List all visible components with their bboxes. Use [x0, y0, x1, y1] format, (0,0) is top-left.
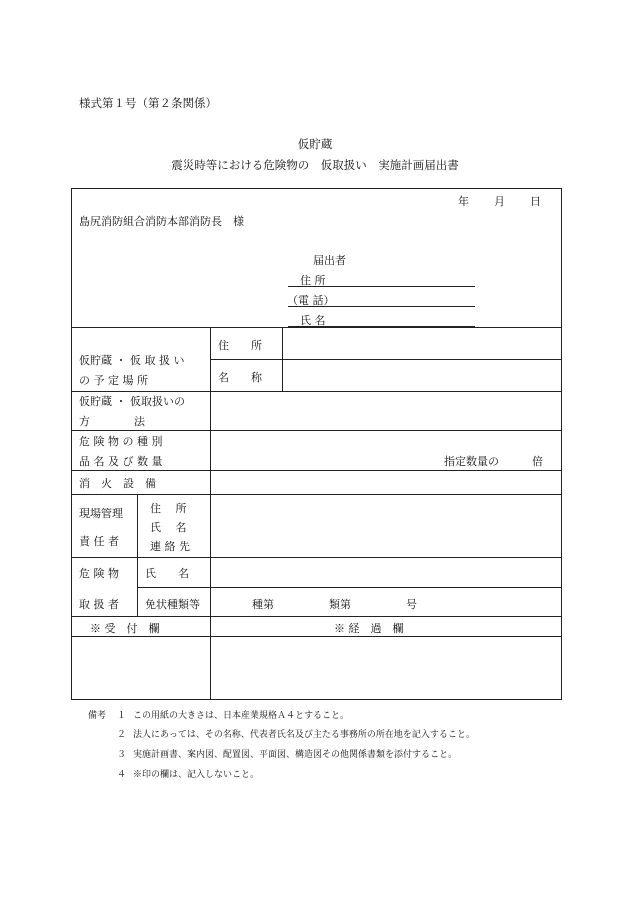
handler-name-label: 氏 名 — [145, 567, 189, 580]
license-type-label: 免状種類等 — [145, 598, 200, 611]
submitter-address-line — [288, 286, 475, 287]
note-number: １ — [117, 711, 127, 721]
grid-line — [71, 430, 562, 431]
submitter-name-line — [288, 326, 475, 327]
grid-line — [210, 359, 562, 360]
manager-contact-label: 連 絡 先 — [150, 540, 190, 553]
note-number: ３ — [117, 750, 127, 760]
handler-label-line-2: 取 扱 者 — [79, 598, 119, 611]
license-detail: 種第 類第 号 — [252, 598, 417, 611]
location-label-line-1: 仮貯蔵 ・ 仮 取 扱 い — [79, 354, 185, 367]
grid-line — [71, 636, 562, 637]
grid-line — [71, 557, 562, 558]
grid-line — [71, 391, 562, 392]
manager-name-label: 氏 名 — [150, 521, 187, 534]
method-label-line-2: 方 法 — [79, 415, 145, 428]
note-text: 法人にあっては、その名称、代表者氏名及び主たる事務所の所在地を記入すること。 — [133, 730, 475, 740]
title-line-2: 震災時等における危険物の 仮取扱い 実施計画届出書 — [171, 158, 459, 172]
grid-line — [210, 327, 211, 700]
grid-line — [71, 494, 562, 495]
addressee: 島尻消防組合消防本部消防長 様 — [79, 215, 244, 228]
manager-address-label: 住 所 — [150, 502, 187, 515]
submitter-phone-label: （電 話） — [287, 294, 335, 307]
submitter-address-label: 住 所 — [300, 274, 326, 287]
hazmat-label-line-2: 品 名 及 び 数 量 — [79, 455, 163, 468]
progress-header: ※ 経 過 欄 — [334, 622, 404, 635]
designated-quantity-label: 指定数量の 倍 — [444, 455, 543, 468]
reception-header: ※ 受 付 欄 — [90, 622, 160, 635]
submitter-name-label: 氏 名 — [300, 314, 326, 327]
site-manager-label-line-2: 責 任 者 — [79, 535, 119, 548]
location-address-label: 住 所 — [218, 339, 262, 352]
date-day: 日 — [530, 195, 541, 208]
method-label-line-1: 仮貯蔵 ・ 仮取扱いの — [79, 395, 185, 408]
note-text: 実施計画書、案内図、配置図、平面図、構造図その他関係書類を添付すること。 — [133, 750, 458, 760]
note-number: ２ — [117, 730, 127, 740]
location-name-label: 名 称 — [218, 371, 262, 384]
grid-line — [137, 494, 138, 616]
title-line-1: 仮貯蔵 — [297, 137, 333, 151]
note-number: ４ — [117, 770, 127, 780]
submitter-phone-line — [288, 306, 475, 307]
form-number: 様式第１号（第２条関係） — [79, 96, 217, 110]
grid-line — [71, 616, 562, 617]
grid-line — [71, 470, 562, 471]
date-year: 年 — [458, 195, 469, 208]
site-manager-label-line-1: 現場管理 — [79, 507, 123, 520]
location-label-line-2: の 予 定 場 所 — [79, 374, 148, 387]
date-month: 月 — [494, 195, 505, 208]
hazmat-label-line-1: 危 険 物 の 種 別 — [79, 435, 163, 448]
fire-equipment-label: 消 火 設 備 — [79, 477, 156, 490]
note-text: ※印の欄は、記入しないこと。 — [133, 770, 260, 780]
handler-label-line-1: 危 険 物 — [79, 567, 119, 580]
submitter-label: 届出者 — [313, 254, 346, 267]
notes-label: 備考 — [88, 711, 107, 721]
grid-line — [282, 327, 283, 391]
note-text: この用紙の大きさは、日本産業規格Ａ４とすること。 — [133, 711, 350, 721]
grid-line — [137, 587, 562, 588]
